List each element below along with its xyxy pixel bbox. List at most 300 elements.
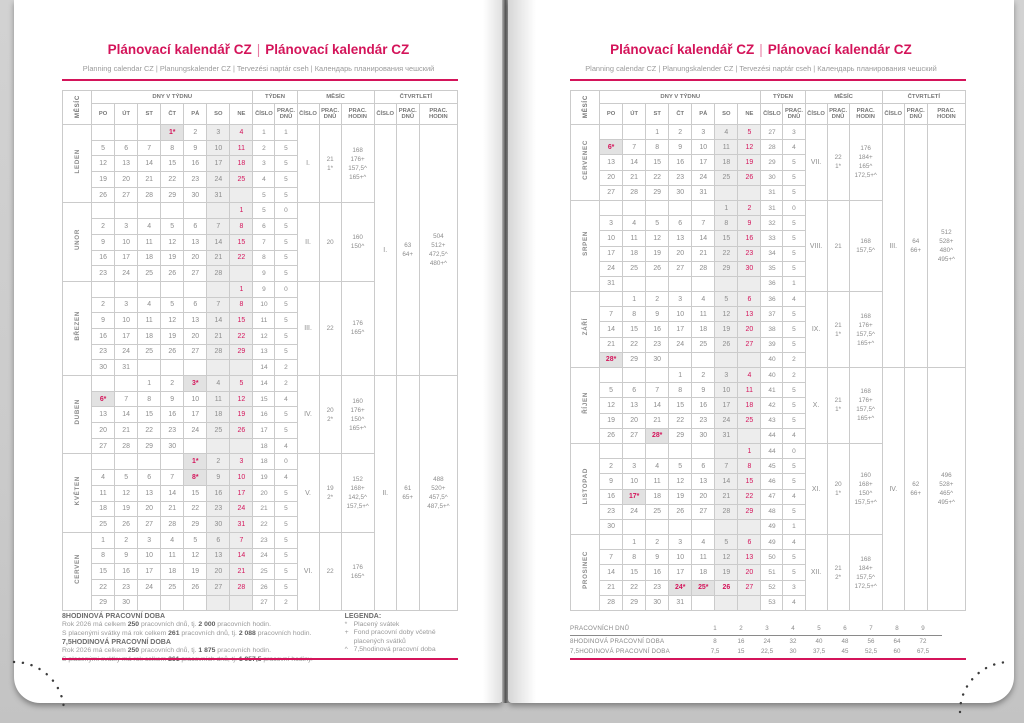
value-line: 496: [941, 472, 952, 479]
day-cell: 21: [207, 328, 230, 344]
day-cell: 4: [92, 470, 115, 486]
day-cell: 4: [692, 292, 715, 307]
week-workdays-cell: 5: [275, 344, 297, 360]
day-cell: [715, 276, 738, 291]
day-cell: 24: [207, 172, 230, 188]
day-cell: [715, 595, 738, 610]
week-number-cell: 51: [761, 565, 783, 580]
day-cell: 13: [738, 307, 761, 322]
page-subtitle: Planning calendar CZ | Planungskalender CZ | Tervezési naptár cseh | Календарь планирования чешский: [585, 64, 937, 73]
legend-item: [345, 646, 464, 654]
week-number-cell: 2: [253, 140, 275, 156]
week-number-cell: 41: [761, 383, 783, 398]
week-workdays-cell: 5: [783, 231, 805, 246]
day-cell: [692, 352, 715, 367]
week-workdays-cell: 5: [275, 328, 297, 344]
day-cell: 28: [715, 504, 738, 519]
week-number-cell: 36: [761, 276, 783, 291]
day-column-header: PÁ: [692, 104, 715, 125]
day-cell: 7: [115, 391, 138, 407]
quarter-numeral: I.: [374, 125, 396, 376]
day-cell: 31: [230, 517, 253, 533]
day-cell: 28: [115, 438, 138, 454]
day-cell: 30: [646, 595, 669, 610]
footer-working-time: [62, 612, 464, 664]
day-cell: 15: [230, 313, 253, 329]
day-cell: 3: [715, 368, 738, 383]
week-workdays-cell: 5: [783, 504, 805, 519]
day-cell: 10: [115, 234, 138, 250]
value-line: 165^: [350, 572, 365, 580]
value-cell: 48: [841, 638, 849, 645]
day-cell: 16: [115, 564, 138, 580]
day-cell: 25: [161, 579, 184, 595]
day-cell: 19: [600, 413, 623, 428]
day-cell: 5: [184, 532, 207, 548]
week-workdays-cell: 4: [275, 438, 297, 454]
value-line: 176+: [350, 406, 365, 414]
day-cell: [600, 125, 623, 140]
week-number-cell: 40: [761, 368, 783, 383]
week-workdays-cell: 5: [783, 155, 805, 170]
value-line: 1*: [835, 163, 842, 171]
week-workdays-cell: 5: [275, 579, 297, 595]
value-line: 176: [352, 563, 363, 571]
day-cell: 2: [738, 200, 761, 215]
value-line: 168+: [858, 481, 873, 488]
week-number-cell: 1: [253, 125, 275, 141]
day-cell: 3: [600, 216, 623, 231]
month-workdays: [827, 200, 849, 291]
day-cell: 13: [184, 234, 207, 250]
value-line: 150^: [350, 415, 365, 423]
value-line: 172,5+^: [854, 172, 877, 180]
day-column-header: ČT: [161, 104, 184, 125]
day-cell: 13: [184, 313, 207, 329]
day-cell: [623, 200, 646, 215]
month-hours: [849, 535, 882, 611]
value-cell: 8: [895, 625, 899, 632]
day-cell: 11: [692, 550, 715, 565]
day-cell: 4: [692, 535, 715, 550]
day-cell: [669, 519, 692, 534]
day-cell: 2: [184, 125, 207, 141]
month-workdays: [319, 454, 341, 532]
day-cell: 18: [161, 564, 184, 580]
day-cell: 1: [623, 535, 646, 550]
week-workdays-cell: 5: [783, 322, 805, 337]
value-line: 176+: [858, 397, 873, 405]
quarter-group-header: ČTVRTLETÍ: [374, 91, 457, 104]
month-workdays: [827, 292, 849, 368]
day-cell: 18: [138, 250, 161, 266]
day-cell: 6: [115, 140, 138, 156]
day-cell: 9: [92, 313, 115, 329]
day-cell: [646, 443, 669, 458]
week-workdays-cell: 1: [275, 125, 297, 141]
sub-column-header: PRAC. DNŮ: [827, 104, 849, 125]
day-cell: [161, 595, 184, 611]
day-cell: 30: [184, 187, 207, 203]
day-cell: 19: [715, 565, 738, 580]
day-cell: 22: [623, 580, 646, 595]
day-cell: 8: [161, 140, 184, 156]
week-workdays-cell: 4: [275, 391, 297, 407]
day-cell: 24: [138, 579, 161, 595]
day-cell: 17*: [623, 489, 646, 504]
value-cell: 6: [843, 625, 847, 632]
day-cell: 21: [161, 501, 184, 517]
day-cell: 13: [207, 548, 230, 564]
month-numeral: I.: [297, 125, 319, 203]
value-line: 65+: [402, 494, 414, 502]
day-cell: [230, 266, 253, 282]
day-cell: 19: [161, 328, 184, 344]
value-cell: 64: [893, 638, 901, 645]
value-line: 165+^: [857, 415, 875, 423]
value-line: 157,5^: [856, 573, 875, 581]
month-hours: [849, 368, 882, 444]
day-cell: 14: [600, 322, 623, 337]
day-cell: [715, 519, 738, 534]
day-column-header: SO: [207, 104, 230, 125]
day-cell: 12: [92, 156, 115, 172]
month-workdays: [319, 125, 341, 203]
day-cell: 13: [600, 155, 623, 170]
day-cell: 13: [669, 231, 692, 246]
day-cell: 13: [692, 474, 715, 489]
quarter-hours: [419, 376, 457, 611]
day-cell: 29: [161, 187, 184, 203]
day-cell: 5: [92, 140, 115, 156]
day-cell: 12: [715, 307, 738, 322]
day-cell: [646, 276, 669, 291]
value-line: 1*: [327, 164, 334, 172]
week-row: [63, 376, 458, 392]
days-group-header: DNY V TÝDNU: [92, 91, 253, 104]
quarter-hours: [927, 125, 965, 368]
quarter-workdays: [904, 125, 927, 368]
value-line: 165^: [350, 329, 365, 337]
month-name: PROSINEC: [571, 535, 600, 611]
day-cell: 6: [138, 470, 161, 486]
day-cell: [184, 360, 207, 376]
day-cell: 8: [738, 459, 761, 474]
day-cell: 13: [138, 485, 161, 501]
value-line: 165^: [858, 163, 873, 171]
row-label: 8HODINOVÁ PRACOVNÍ DOBA: [570, 638, 665, 645]
day-cell: 24: [115, 344, 138, 360]
day-cell: 11: [138, 234, 161, 250]
day-cell: 9: [184, 140, 207, 156]
day-cell: 24: [600, 261, 623, 276]
day-cell: 17: [230, 485, 253, 501]
day-cell: 10: [715, 383, 738, 398]
page-subtitle: Planning calendar CZ | Planungskalender CZ | Tervezési naptár cseh | Календарь планирования чешский: [82, 64, 435, 73]
value-cell: 45: [841, 648, 849, 655]
day-cell: 22: [738, 489, 761, 504]
day-cell: [600, 535, 623, 550]
week-number-cell: 5: [253, 203, 275, 219]
day-cell: 15: [230, 234, 253, 250]
day-cell: [738, 352, 761, 367]
day-cell: 25: [92, 517, 115, 533]
day-cell: 5: [669, 459, 692, 474]
week-number-cell: 27: [761, 125, 783, 140]
day-cell: 31: [715, 428, 738, 443]
day-cell: [669, 276, 692, 291]
day-cell: 2: [600, 459, 623, 474]
value-line: 176+: [858, 321, 873, 329]
day-cell: 7: [138, 140, 161, 156]
value-line: 457,5^: [429, 494, 448, 502]
day-cell: 27: [623, 428, 646, 443]
day-cell: [669, 443, 692, 458]
workdays-header-row: [570, 624, 942, 636]
day-cell: 7: [207, 297, 230, 313]
day-cell: 22: [646, 170, 669, 185]
day-cell: 24: [184, 423, 207, 439]
month-workdays: [319, 376, 341, 454]
day-cell: 24: [692, 170, 715, 185]
day-cell: 9: [92, 234, 115, 250]
week-number-cell: 20: [253, 485, 275, 501]
day-cell: 27: [138, 517, 161, 533]
week-group-header: TÝDEN: [761, 91, 805, 104]
week-number-cell: 38: [761, 322, 783, 337]
day-cell: 1: [230, 203, 253, 219]
day-cell: 11: [138, 313, 161, 329]
day-cell: 28*: [646, 428, 669, 443]
quarter-hours: [419, 125, 457, 376]
month-numeral: XII.: [805, 535, 827, 611]
value-cell: 2: [739, 625, 743, 632]
value-line: 62: [912, 481, 920, 488]
month-workdays: [827, 443, 849, 534]
day-cell: [623, 125, 646, 140]
value-line: 20: [326, 238, 334, 246]
week-number-cell: 11: [253, 313, 275, 329]
day-cell: 14: [646, 398, 669, 413]
week-workdays-cell: 1: [783, 519, 805, 534]
day-cell: 15: [184, 485, 207, 501]
week-workdays-cell: 5: [275, 423, 297, 439]
day-cell: 10: [623, 474, 646, 489]
day-cell: 8: [230, 297, 253, 313]
day-cell: 10: [230, 470, 253, 486]
day-cell: 21: [115, 423, 138, 439]
quarter-hours: [927, 368, 965, 611]
day-cell: 6: [692, 459, 715, 474]
day-cell: [161, 203, 184, 219]
day-cell: 11: [230, 140, 253, 156]
week-number-cell: 5: [253, 187, 275, 203]
header-rule: [62, 79, 458, 81]
day-cell: 22: [623, 337, 646, 352]
day-cell: 20: [738, 565, 761, 580]
day-cell: 25: [138, 266, 161, 282]
day-cell: 9: [646, 550, 669, 565]
day-cell: 22: [715, 246, 738, 261]
month-name: LISTOPAD: [571, 443, 600, 534]
day-cell: 20: [115, 172, 138, 188]
day-cell: 10: [692, 140, 715, 155]
value-line: 176: [352, 320, 363, 328]
day-cell: 26: [161, 344, 184, 360]
week-workdays-cell: 4: [783, 535, 805, 550]
day-cell: 4: [207, 376, 230, 392]
day-cell: 27: [600, 185, 623, 200]
value-line: 176+: [350, 155, 365, 163]
value-line: 165+^: [349, 424, 367, 432]
day-cell: [230, 360, 253, 376]
day-cell: 26: [715, 337, 738, 352]
month-name: ČERVEN: [63, 532, 92, 610]
value-line: 160: [860, 472, 871, 479]
day-cell: 16: [92, 328, 115, 344]
day-cell: 11: [692, 307, 715, 322]
week-number-cell: 15: [253, 391, 275, 407]
day-cell: 30: [161, 438, 184, 454]
day-cell: 11: [207, 391, 230, 407]
value-cell: 3: [765, 625, 769, 632]
day-cell: 2: [646, 535, 669, 550]
value-line: 472,5^: [429, 251, 448, 258]
day-cell: 14: [623, 155, 646, 170]
page-title: [508, 42, 1014, 57]
value-cell: 15: [737, 648, 745, 655]
week-workdays-cell: 4: [783, 428, 805, 443]
page-left: [14, 0, 503, 703]
day-cell: 21: [692, 246, 715, 261]
day-cell: [161, 454, 184, 470]
week-number-cell: 27: [253, 595, 275, 611]
day-cell: 28: [692, 261, 715, 276]
day-cell: 14: [230, 548, 253, 564]
week-number-cell: 13: [253, 344, 275, 360]
day-column-header: ÚT: [115, 104, 138, 125]
day-cell: 16: [92, 250, 115, 266]
value-line: 528+: [939, 238, 954, 245]
day-cell: 2: [669, 125, 692, 140]
day-cell: 21: [715, 489, 738, 504]
day-cell: 31: [692, 185, 715, 200]
day-cell: 15: [646, 155, 669, 170]
legend-text: 7,5hodinová pracovní doba: [353, 646, 436, 654]
month-column-header: MĚSÍC: [63, 91, 92, 125]
day-cell: [230, 187, 253, 203]
day-cell: 16: [738, 231, 761, 246]
sub-column-header: PRAC. DNŮ: [275, 104, 297, 125]
month-numeral: VII.: [805, 125, 827, 201]
week-workdays-cell: 5: [275, 140, 297, 156]
value-line: 160: [352, 234, 363, 242]
day-cell: 30: [738, 261, 761, 276]
value-line: 22: [326, 568, 334, 576]
day-cell: 20: [669, 246, 692, 261]
day-cell: 30: [646, 352, 669, 367]
month-workdays: [827, 535, 849, 611]
month-column-header: MĚSÍC: [571, 91, 600, 125]
day-cell: 29: [230, 344, 253, 360]
sub-column-header: PRAC. DNŮ: [783, 104, 805, 125]
working-time-line: S placenými svátky má rok celkem 261 pracovních dnů, tj. 2 088 pracovních hodin.: [62, 629, 312, 637]
week-workdays-cell: 5: [783, 413, 805, 428]
day-cell: [207, 360, 230, 376]
day-cell: [161, 360, 184, 376]
day-cell: 27: [184, 266, 207, 282]
day-cell: [738, 595, 761, 610]
week-number-cell: 18: [253, 454, 275, 470]
day-cell: 28: [161, 517, 184, 533]
day-cell: 8: [623, 550, 646, 565]
day-cell: [230, 438, 253, 454]
day-cell: 12: [738, 140, 761, 155]
day-cell: 17: [115, 250, 138, 266]
value-line: 157,5^: [856, 330, 875, 338]
day-cell: 8: [230, 219, 253, 235]
value-cell: 40: [815, 638, 823, 645]
week-number-cell: 23: [253, 532, 275, 548]
day-cell: 19: [115, 501, 138, 517]
legend-title: LEGENDA:: [344, 613, 382, 620]
day-cell: 23: [184, 172, 207, 188]
value-line: 20: [326, 406, 334, 414]
week-number-cell: 16: [253, 407, 275, 423]
day-cell: 25: [738, 413, 761, 428]
day-cell: 14: [600, 565, 623, 580]
day-cell: 16: [600, 489, 623, 504]
value-line: 64+: [402, 251, 414, 258]
week-number-cell: 48: [761, 504, 783, 519]
day-cell: 19: [92, 172, 115, 188]
day-cell: 15: [623, 322, 646, 337]
value-line: 495+^: [937, 499, 955, 506]
day-cell: [138, 125, 161, 141]
day-cell: 29: [623, 595, 646, 610]
day-cell: 13: [623, 398, 646, 413]
week-workdays-cell: 5: [783, 565, 805, 580]
legend-symbol: ^: [344, 646, 348, 654]
day-cell: 15: [669, 398, 692, 413]
day-cell: [115, 281, 138, 297]
day-cell: 25: [230, 172, 253, 188]
footer-workdays-hours-table: [570, 624, 942, 657]
legend: [345, 612, 464, 664]
day-cell: 19: [646, 246, 669, 261]
legend-text: Placený svátek: [353, 621, 400, 628]
day-cell: 21: [138, 172, 161, 188]
day-cell: 3: [669, 292, 692, 307]
month-hours: [341, 532, 374, 610]
day-cell: 10: [669, 550, 692, 565]
week-workdays-cell: 0: [275, 281, 297, 297]
day-cell: 7: [623, 140, 646, 155]
value-line: 488: [433, 476, 444, 484]
day-cell: 9: [669, 140, 692, 155]
day-cell: 1: [738, 443, 761, 458]
value-line: 19: [326, 485, 334, 493]
day-cell: 26: [92, 187, 115, 203]
calendar-table-first-half: [62, 90, 458, 611]
day-cell: 27: [115, 187, 138, 203]
day-cell: 29: [92, 595, 115, 611]
week-workdays-cell: 3: [783, 125, 805, 140]
day-cell: 8: [92, 548, 115, 564]
week-workdays-cell: 4: [275, 470, 297, 486]
day-cell: 7: [230, 532, 253, 548]
value-line: 21: [834, 397, 842, 405]
